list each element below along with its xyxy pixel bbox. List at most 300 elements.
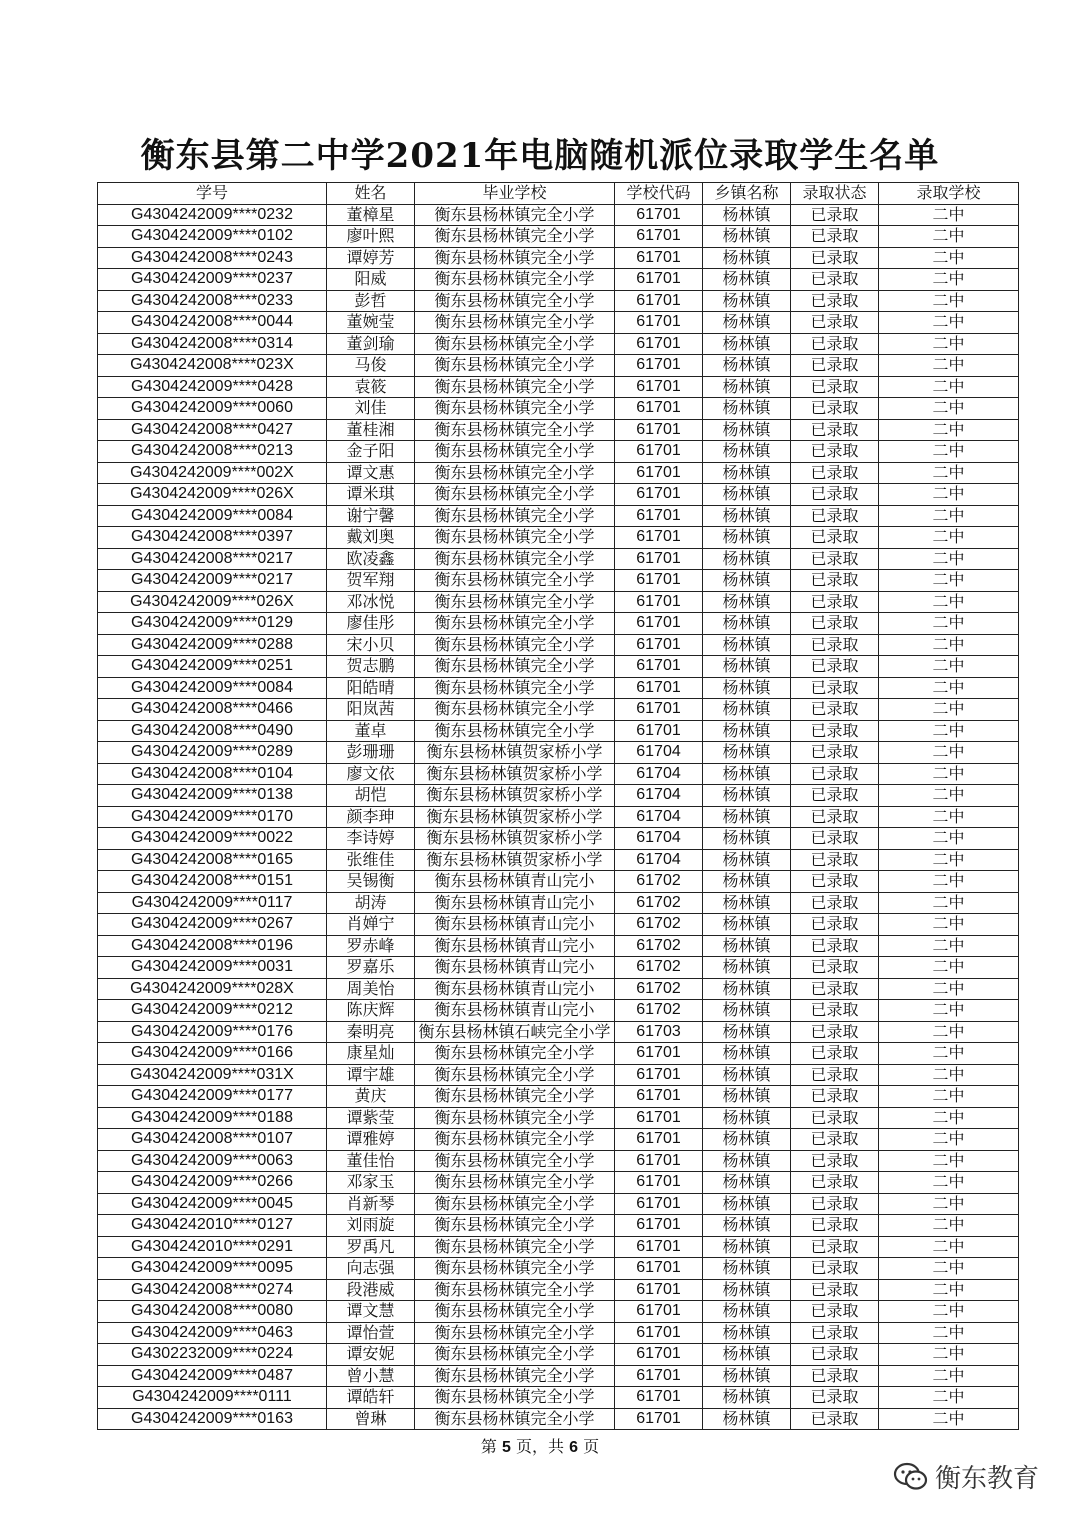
- cell-name: 谢宁馨: [327, 505, 415, 527]
- wechat-icon: [893, 1462, 929, 1492]
- cell-township: 杨林镇: [703, 1086, 791, 1108]
- table-row: [98, 290, 1019, 312]
- cell-admitted-school: 二中: [879, 1408, 1019, 1430]
- cell-admitted-school: 二中: [879, 677, 1019, 699]
- cell-township: 杨林镇: [703, 376, 791, 398]
- cell-name: 刘佳: [327, 398, 415, 420]
- cell-school-code: 61701: [615, 677, 703, 699]
- cell-admission-status: 已录取: [791, 957, 879, 979]
- cell-graduation-school: 衡东县杨林镇完全小学: [415, 226, 615, 248]
- table-row: [98, 570, 1019, 592]
- cell-name: 谭宇雄: [327, 1064, 415, 1086]
- admission-table: [97, 182, 1019, 1430]
- cell-admission-status: 已录取: [791, 763, 879, 785]
- cell-school-code: 61701: [615, 1322, 703, 1344]
- cell-admission-status: 已录取: [791, 1021, 879, 1043]
- cell-township: 杨林镇: [703, 699, 791, 721]
- cell-admitted-school: 二中: [879, 247, 1019, 269]
- cell-name: 罗赤峰: [327, 935, 415, 957]
- cell-student-id: G4304242008****0397: [98, 527, 327, 549]
- cell-name: 董剑瑜: [327, 333, 415, 355]
- cell-admitted-school: 二中: [879, 1365, 1019, 1387]
- cell-admitted-school: 二中: [879, 935, 1019, 957]
- cell-school-code: 61703: [615, 1021, 703, 1043]
- cell-student-id: G4304242008****0107: [98, 1129, 327, 1151]
- cell-admitted-school: 二中: [879, 1086, 1019, 1108]
- cell-name: 曾小慧: [327, 1365, 415, 1387]
- cell-name: 陈庆辉: [327, 1000, 415, 1022]
- cell-school-code: 61701: [615, 720, 703, 742]
- cell-student-id: G4304242009****0095: [98, 1258, 327, 1280]
- cell-name: 谭婷芳: [327, 247, 415, 269]
- cell-township: 杨林镇: [703, 1365, 791, 1387]
- cell-school-code: 61701: [615, 1193, 703, 1215]
- cell-admitted-school: 二中: [879, 656, 1019, 678]
- table-row: [98, 505, 1019, 527]
- table-row: [98, 462, 1019, 484]
- cell-student-id: G4304242009****028X: [98, 978, 327, 1000]
- cell-name: 罗嘉乐: [327, 957, 415, 979]
- cell-graduation-school: 衡东县杨林镇完全小学: [415, 720, 615, 742]
- table-row: [98, 1279, 1019, 1301]
- cell-name: 邓冰悦: [327, 591, 415, 613]
- cell-township: 杨林镇: [703, 656, 791, 678]
- cell-student-id: G4304242009****0117: [98, 892, 327, 914]
- cell-admitted-school: 二中: [879, 1258, 1019, 1280]
- cell-admission-status: 已录取: [791, 871, 879, 893]
- cell-school-code: 61701: [615, 656, 703, 678]
- table-row: [98, 1344, 1019, 1366]
- cell-admission-status: 已录取: [791, 914, 879, 936]
- table-row: [98, 1258, 1019, 1280]
- table-row: [98, 1193, 1019, 1215]
- cell-graduation-school: 衡东县杨林镇完全小学: [415, 1301, 615, 1323]
- cell-admission-status: 已录取: [791, 699, 879, 721]
- cell-graduation-school: 衡东县杨林镇完全小学: [415, 441, 615, 463]
- cell-admitted-school: 二中: [879, 441, 1019, 463]
- cell-township: 杨林镇: [703, 570, 791, 592]
- cell-school-code: 61701: [615, 1365, 703, 1387]
- cell-school-code: 61701: [615, 355, 703, 377]
- cell-school-code: 61701: [615, 699, 703, 721]
- cell-admission-status: 已录取: [791, 376, 879, 398]
- cell-graduation-school: 衡东县杨林镇完全小学: [415, 1258, 615, 1280]
- cell-graduation-school: 衡东县杨林镇贺家桥小学: [415, 742, 615, 764]
- table-row: [98, 1301, 1019, 1323]
- column-header-name: 姓名: [327, 183, 415, 205]
- cell-graduation-school: 衡东县杨林镇青山完小: [415, 914, 615, 936]
- cell-school-code: 61701: [615, 312, 703, 334]
- cell-student-id: G4304242008****0490: [98, 720, 327, 742]
- cell-school-code: 61701: [615, 1279, 703, 1301]
- cell-admission-status: 已录取: [791, 1064, 879, 1086]
- cell-township: 杨林镇: [703, 892, 791, 914]
- cell-school-code: 61701: [615, 1129, 703, 1151]
- cell-name: 阳皓晴: [327, 677, 415, 699]
- cell-township: 杨林镇: [703, 1322, 791, 1344]
- cell-student-id: G4304242009****0463: [98, 1322, 327, 1344]
- cell-name: 肖婵宁: [327, 914, 415, 936]
- cell-graduation-school: 衡东县杨林镇完全小学: [415, 1215, 615, 1237]
- cell-township: 杨林镇: [703, 1021, 791, 1043]
- cell-student-id: G4304242010****0291: [98, 1236, 327, 1258]
- cell-graduation-school: 衡东县杨林镇青山完小: [415, 1000, 615, 1022]
- cell-student-id: G4304242008****0274: [98, 1279, 327, 1301]
- cell-admission-status: 已录取: [791, 935, 879, 957]
- cell-name: 董卓: [327, 720, 415, 742]
- cell-school-code: 61701: [615, 548, 703, 570]
- cell-admission-status: 已录取: [791, 849, 879, 871]
- cell-student-id: G4304242009****0031: [98, 957, 327, 979]
- cell-admitted-school: 二中: [879, 785, 1019, 807]
- cell-school-code: 61702: [615, 935, 703, 957]
- cell-admitted-school: 二中: [879, 978, 1019, 1000]
- cell-name: 贺志鹏: [327, 656, 415, 678]
- cell-school-code: 61701: [615, 1387, 703, 1409]
- cell-name: 邓家玉: [327, 1172, 415, 1194]
- table-row: [98, 871, 1019, 893]
- cell-admitted-school: 二中: [879, 763, 1019, 785]
- cell-admission-status: 已录取: [791, 1193, 879, 1215]
- table-row: [98, 1129, 1019, 1151]
- cell-township: 杨林镇: [703, 484, 791, 506]
- cell-name: 刘雨旋: [327, 1215, 415, 1237]
- footer-page-number: 5: [501, 1439, 511, 1456]
- cell-admission-status: 已录取: [791, 892, 879, 914]
- table-row: [98, 312, 1019, 334]
- table-row: [98, 376, 1019, 398]
- cell-admission-status: 已录取: [791, 570, 879, 592]
- cell-admission-status: 已录取: [791, 290, 879, 312]
- cell-township: 杨林镇: [703, 527, 791, 549]
- cell-township: 杨林镇: [703, 226, 791, 248]
- cell-admission-status: 已录取: [791, 505, 879, 527]
- cell-admitted-school: 二中: [879, 376, 1019, 398]
- cell-township: 杨林镇: [703, 1387, 791, 1409]
- cell-admission-status: 已录取: [791, 720, 879, 742]
- cell-admission-status: 已录取: [791, 1279, 879, 1301]
- cell-admitted-school: 二中: [879, 849, 1019, 871]
- cell-admitted-school: 二中: [879, 806, 1019, 828]
- cell-student-id: G4304242009****0045: [98, 1193, 327, 1215]
- table-row: [98, 269, 1019, 291]
- cell-name: 欧凌鑫: [327, 548, 415, 570]
- cell-admission-status: 已录取: [791, 1301, 879, 1323]
- cell-graduation-school: 衡东县杨林镇完全小学: [415, 613, 615, 635]
- cell-graduation-school: 衡东县杨林镇完全小学: [415, 656, 615, 678]
- cell-school-code: 61701: [615, 1172, 703, 1194]
- cell-student-id: G4304242009****026X: [98, 591, 327, 613]
- cell-name: 周美怡: [327, 978, 415, 1000]
- cell-name: 肖新琴: [327, 1193, 415, 1215]
- table-row: [98, 419, 1019, 441]
- cell-graduation-school: 衡东县杨林镇青山完小: [415, 871, 615, 893]
- cell-admission-status: 已录取: [791, 269, 879, 291]
- cell-township: 杨林镇: [703, 1129, 791, 1151]
- cell-admission-status: 已录取: [791, 1387, 879, 1409]
- cell-student-id: G4304242008****0217: [98, 548, 327, 570]
- cell-name: 谭米琪: [327, 484, 415, 506]
- table-row: [98, 1107, 1019, 1129]
- cell-graduation-school: 衡东县杨林镇贺家桥小学: [415, 849, 615, 871]
- cell-township: 杨林镇: [703, 935, 791, 957]
- cell-name: 彭哲: [327, 290, 415, 312]
- cell-admission-status: 已录取: [791, 312, 879, 334]
- cell-school-code: 61701: [615, 1086, 703, 1108]
- table-row: [98, 978, 1019, 1000]
- cell-township: 杨林镇: [703, 914, 791, 936]
- cell-graduation-school: 衡东县杨林镇完全小学: [415, 1129, 615, 1151]
- cell-township: 杨林镇: [703, 290, 791, 312]
- cell-student-id: G4304242009****0212: [98, 1000, 327, 1022]
- cell-admission-status: 已录取: [791, 548, 879, 570]
- cell-township: 杨林镇: [703, 828, 791, 850]
- cell-graduation-school: 衡东县杨林镇完全小学: [415, 462, 615, 484]
- cell-township: 杨林镇: [703, 312, 791, 334]
- cell-student-id: G4304242009****0288: [98, 634, 327, 656]
- cell-township: 杨林镇: [703, 871, 791, 893]
- cell-graduation-school: 衡东县杨林镇完全小学: [415, 1387, 615, 1409]
- cell-admission-status: 已录取: [791, 1086, 879, 1108]
- table-row: [98, 634, 1019, 656]
- table-row: [98, 1236, 1019, 1258]
- cell-name: 廖叶熙: [327, 226, 415, 248]
- cell-admission-status: 已录取: [791, 333, 879, 355]
- cell-school-code: 61701: [615, 1107, 703, 1129]
- footer-suffix: 页: [583, 1437, 600, 1456]
- cell-township: 杨林镇: [703, 763, 791, 785]
- cell-student-id: G4302232009****0224: [98, 1344, 327, 1366]
- cell-name: 谭怡萱: [327, 1322, 415, 1344]
- cell-student-id: G4304242009****0177: [98, 1086, 327, 1108]
- table-row: [98, 763, 1019, 785]
- cell-admitted-school: 二中: [879, 1172, 1019, 1194]
- cell-graduation-school: 衡东县杨林镇完全小学: [415, 1236, 615, 1258]
- cell-township: 杨林镇: [703, 1258, 791, 1280]
- cell-township: 杨林镇: [703, 613, 791, 635]
- cell-admission-status: 已录取: [791, 1172, 879, 1194]
- footer-middle: 页，共: [515, 1437, 564, 1456]
- cell-graduation-school: 衡东县杨林镇青山完小: [415, 892, 615, 914]
- cell-student-id: G4304242008****0213: [98, 441, 327, 463]
- cell-student-id: G4304242008****0196: [98, 935, 327, 957]
- cell-graduation-school: 衡东县杨林镇完全小学: [415, 505, 615, 527]
- cell-school-code: 61701: [615, 1150, 703, 1172]
- cell-name: 段港威: [327, 1279, 415, 1301]
- cell-admission-status: 已录取: [791, 1043, 879, 1065]
- table-row: [98, 785, 1019, 807]
- table-row: [98, 677, 1019, 699]
- cell-student-id: G4304242009****0084: [98, 677, 327, 699]
- cell-admission-status: 已录取: [791, 613, 879, 635]
- cell-admitted-school: 二中: [879, 1236, 1019, 1258]
- cell-name: 董婉莹: [327, 312, 415, 334]
- cell-name: 向志强: [327, 1258, 415, 1280]
- page-title: 衡东县第二中学2021年电脑随机派位录取学生名单: [140, 136, 940, 176]
- cell-township: 杨林镇: [703, 591, 791, 613]
- cell-township: 杨林镇: [703, 1107, 791, 1129]
- cell-student-id: G4304242009****0251: [98, 656, 327, 678]
- cell-name: 秦明亮: [327, 1021, 415, 1043]
- cell-township: 杨林镇: [703, 806, 791, 828]
- cell-admitted-school: 二中: [879, 1279, 1019, 1301]
- cell-school-code: 61701: [615, 333, 703, 355]
- cell-admission-status: 已录取: [791, 1107, 879, 1129]
- cell-student-id: G4304242009****0084: [98, 505, 327, 527]
- cell-admitted-school: 二中: [879, 720, 1019, 742]
- cell-student-id: G4304242009****0289: [98, 742, 327, 764]
- table-row: [98, 1322, 1019, 1344]
- cell-school-code: 61701: [615, 1258, 703, 1280]
- cell-graduation-school: 衡东县杨林镇完全小学: [415, 1193, 615, 1215]
- footer-total-pages: 6: [569, 1439, 578, 1456]
- cell-graduation-school: 衡东县杨林镇完全小学: [415, 355, 615, 377]
- cell-township: 杨林镇: [703, 677, 791, 699]
- cell-student-id: G4304242009****0217: [98, 570, 327, 592]
- cell-school-code: 61701: [615, 570, 703, 592]
- cell-student-id: G4304242008****0314: [98, 333, 327, 355]
- cell-admitted-school: 二中: [879, 1215, 1019, 1237]
- cell-admitted-school: 二中: [879, 1129, 1019, 1151]
- cell-township: 杨林镇: [703, 204, 791, 226]
- cell-graduation-school: 衡东县杨林镇完全小学: [415, 290, 615, 312]
- table-row: [98, 656, 1019, 678]
- cell-name: 阳威: [327, 269, 415, 291]
- cell-admission-status: 已录取: [791, 1344, 879, 1366]
- column-header-admitted-school: 录取学校: [879, 183, 1019, 205]
- cell-school-code: 61701: [615, 1344, 703, 1366]
- cell-student-id: G4304242008****0080: [98, 1301, 327, 1323]
- cell-graduation-school: 衡东县杨林镇完全小学: [415, 376, 615, 398]
- cell-school-code: 61701: [615, 484, 703, 506]
- cell-township: 杨林镇: [703, 1408, 791, 1430]
- cell-graduation-school: 衡东县杨林镇青山完小: [415, 978, 615, 1000]
- cell-school-code: 61704: [615, 763, 703, 785]
- cell-name: 吴锡衡: [327, 871, 415, 893]
- cell-graduation-school: 衡东县杨林镇完全小学: [415, 527, 615, 549]
- cell-name: 颜李珅: [327, 806, 415, 828]
- cell-admitted-school: 二中: [879, 1322, 1019, 1344]
- cell-school-code: 61704: [615, 849, 703, 871]
- table-body: [98, 204, 1019, 1430]
- cell-school-code: 61701: [615, 1408, 703, 1430]
- cell-school-code: 61701: [615, 247, 703, 269]
- cell-name: 谭文惠: [327, 462, 415, 484]
- cell-name: 廖文依: [327, 763, 415, 785]
- cell-student-id: G4304242009****0129: [98, 613, 327, 635]
- cell-admitted-school: 二中: [879, 570, 1019, 592]
- cell-admitted-school: 二中: [879, 290, 1019, 312]
- cell-admitted-school: 二中: [879, 312, 1019, 334]
- cell-admission-status: 已录取: [791, 591, 879, 613]
- cell-name: 董樟星: [327, 204, 415, 226]
- cell-graduation-school: 衡东县杨林镇完全小学: [415, 333, 615, 355]
- cell-admitted-school: 二中: [879, 871, 1019, 893]
- table-row: [98, 247, 1019, 269]
- table-row: [98, 1086, 1019, 1108]
- cell-student-id: G4304242009****002X: [98, 462, 327, 484]
- cell-admission-status: 已录取: [791, 204, 879, 226]
- cell-admission-status: 已录取: [791, 355, 879, 377]
- cell-admitted-school: 二中: [879, 1150, 1019, 1172]
- cell-admitted-school: 二中: [879, 527, 1019, 549]
- cell-graduation-school: 衡东县杨林镇完全小学: [415, 204, 615, 226]
- cell-student-id: G4304242008****0151: [98, 871, 327, 893]
- watermark: [893, 1458, 1039, 1495]
- cell-admitted-school: 二中: [879, 613, 1019, 635]
- cell-township: 杨林镇: [703, 1064, 791, 1086]
- cell-graduation-school: 衡东县杨林镇完全小学: [415, 1279, 615, 1301]
- cell-school-code: 61702: [615, 871, 703, 893]
- table-row: [98, 527, 1019, 549]
- cell-name: 谭雅婷: [327, 1129, 415, 1151]
- cell-graduation-school: 衡东县杨林镇完全小学: [415, 1172, 615, 1194]
- cell-admitted-school: 二中: [879, 1107, 1019, 1129]
- table-row: [98, 613, 1019, 635]
- cell-township: 杨林镇: [703, 247, 791, 269]
- cell-name: 胡涛: [327, 892, 415, 914]
- column-header-school-code: 学校代码: [615, 183, 703, 205]
- cell-school-code: 61701: [615, 505, 703, 527]
- cell-township: 杨林镇: [703, 398, 791, 420]
- cell-student-id: G4304242008****0243: [98, 247, 327, 269]
- cell-name: 袁筱: [327, 376, 415, 398]
- cell-admission-status: 已录取: [791, 1408, 879, 1430]
- cell-graduation-school: 衡东县杨林镇贺家桥小学: [415, 785, 615, 807]
- cell-admitted-school: 二中: [879, 484, 1019, 506]
- table-row: [98, 484, 1019, 506]
- cell-township: 杨林镇: [703, 333, 791, 355]
- cell-school-code: 61702: [615, 957, 703, 979]
- cell-graduation-school: 衡东县杨林镇完全小学: [415, 591, 615, 613]
- table-row: [98, 333, 1019, 355]
- cell-school-code: 61701: [615, 527, 703, 549]
- cell-township: 杨林镇: [703, 1215, 791, 1237]
- cell-school-code: 61702: [615, 892, 703, 914]
- cell-township: 杨林镇: [703, 742, 791, 764]
- cell-graduation-school: 衡东县杨林镇完全小学: [415, 1322, 615, 1344]
- cell-township: 杨林镇: [703, 1000, 791, 1022]
- cell-name: 谭皓轩: [327, 1387, 415, 1409]
- cell-admission-status: 已录取: [791, 484, 879, 506]
- cell-graduation-school: 衡东县杨林镇贺家桥小学: [415, 806, 615, 828]
- cell-student-id: G4304242009****0188: [98, 1107, 327, 1129]
- table-row: [98, 720, 1019, 742]
- cell-name: 彭珊珊: [327, 742, 415, 764]
- cell-graduation-school: 衡东县杨林镇贺家桥小学: [415, 828, 615, 850]
- cell-student-id: G4304242009****031X: [98, 1064, 327, 1086]
- cell-school-code: 61701: [615, 290, 703, 312]
- cell-township: 杨林镇: [703, 1279, 791, 1301]
- cell-graduation-school: 衡东县杨林镇石峡完全小学: [415, 1021, 615, 1043]
- cell-graduation-school: 衡东县杨林镇完全小学: [415, 1150, 615, 1172]
- cell-name: 黄庆: [327, 1086, 415, 1108]
- cell-admission-status: 已录取: [791, 1236, 879, 1258]
- table-row: [98, 699, 1019, 721]
- cell-graduation-school: 衡东县杨林镇青山完小: [415, 957, 615, 979]
- cell-admitted-school: 二中: [879, 591, 1019, 613]
- table-row: [98, 1215, 1019, 1237]
- cell-graduation-school: 衡东县杨林镇完全小学: [415, 247, 615, 269]
- cell-school-code: 61701: [615, 1043, 703, 1065]
- cell-admitted-school: 二中: [879, 204, 1019, 226]
- cell-township: 杨林镇: [703, 355, 791, 377]
- cell-admitted-school: 二中: [879, 957, 1019, 979]
- cell-student-id: G4304242008****0233: [98, 290, 327, 312]
- cell-admission-status: 已录取: [791, 677, 879, 699]
- cell-student-id: G4304242009****0170: [98, 806, 327, 828]
- table-row: [98, 355, 1019, 377]
